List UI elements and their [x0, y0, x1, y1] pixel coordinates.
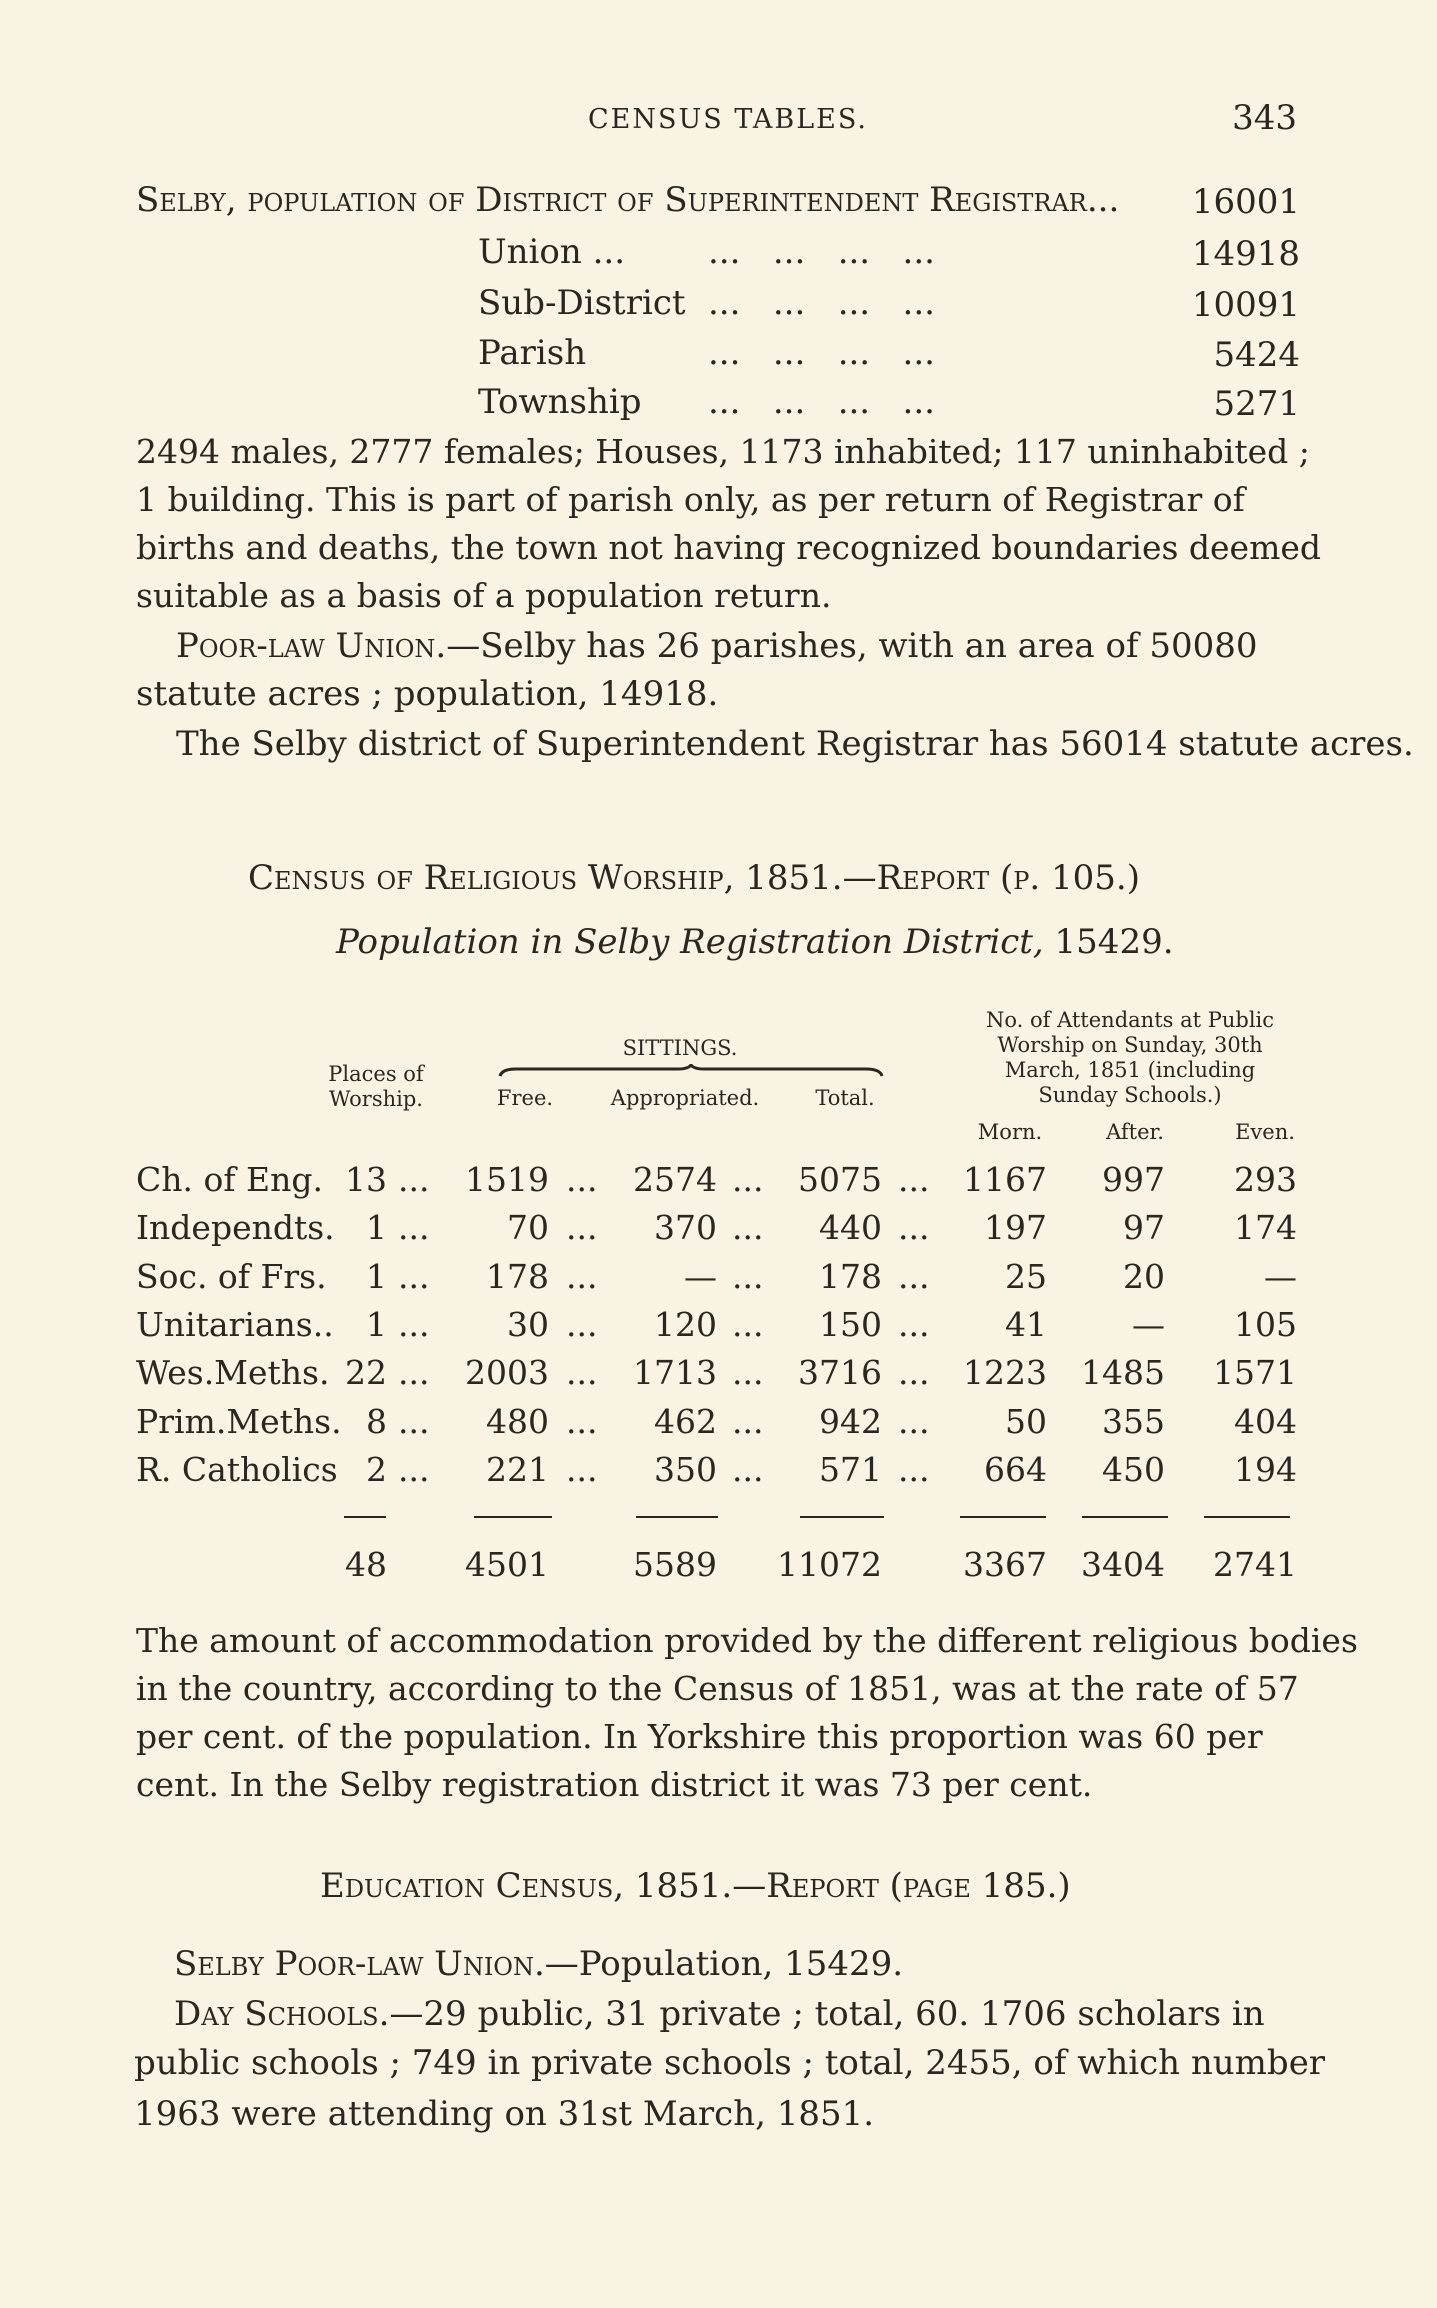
row-after: 1485 — [1081, 1353, 1165, 1392]
row-leader-dots: ... — [566, 1450, 598, 1489]
row-leader-dots: ... — [898, 1402, 930, 1441]
row-total: 5075 — [798, 1160, 882, 1199]
header-appropriated: Appropriated. — [610, 1086, 760, 1110]
header-places — [296, 1062, 456, 1112]
row-leader-dots: ... — [732, 1257, 764, 1296]
header-attendants-line: Sunday Schools.) — [1038, 1083, 1222, 1107]
row-leader-dots: ... — [566, 1402, 598, 1441]
row-place: Wes.Meths. — [136, 1353, 330, 1392]
population-row-value: 5271 — [1213, 384, 1300, 424]
poor-law-line-1 — [176, 626, 1258, 666]
row-leader-dots: ... — [732, 1353, 764, 1392]
row-morn: 1167 — [963, 1160, 1047, 1199]
day-schools-label: Day Schools. — [174, 1994, 390, 2034]
header-attendants-line: Worship on Sunday, 30th — [997, 1033, 1263, 1057]
paragraph-line: in the country, according to the Census of 1851, was at the rate of 57 — [136, 1669, 1299, 1708]
row-leader-dots: ... — [566, 1305, 598, 1344]
row-leader-dots: ... — [566, 1257, 598, 1296]
header-attendants — [950, 1008, 1310, 1108]
population-row-label: Union ... — [478, 232, 626, 272]
row-leader-dots: ... — [732, 1402, 764, 1441]
row-free: 480 — [486, 1402, 549, 1441]
row-even: 194 — [1234, 1450, 1297, 1489]
row-after: 355 — [1102, 1402, 1165, 1441]
row-free: 30 — [507, 1305, 549, 1344]
row-morn: 50 — [1005, 1402, 1047, 1441]
day-schools-text: —29 public, 31 private ; total, 60. 1706 scholars in — [389, 1994, 1265, 2034]
population-row-label: Sub-District — [478, 283, 686, 323]
row-total: 942 — [819, 1402, 882, 1441]
row-appropriated: 1713 — [633, 1353, 717, 1392]
row-even: 293 — [1234, 1160, 1297, 1199]
row-appropriated: 2574 — [633, 1160, 717, 1199]
row-count: 1 — [366, 1305, 387, 1344]
sittings-brace — [498, 1064, 884, 1078]
row-appropriated: 350 — [654, 1450, 717, 1489]
row-place: Unitarians.. — [136, 1305, 334, 1344]
paragraph-line: The amount of accommodation provided by the different religious bodies — [136, 1621, 1358, 1660]
row-count: 22 — [345, 1353, 387, 1392]
day-schools-line-1 — [174, 1994, 1265, 2034]
row-leader-dots: ... — [566, 1160, 598, 1199]
education-union-label: Selby Poor-law Union. — [174, 1944, 545, 1984]
population-paragraph — [136, 428, 1322, 620]
row-leader-dots: ... — [398, 1208, 430, 1247]
total-rule — [636, 1516, 718, 1518]
row-leader-dots: ... — [898, 1208, 930, 1247]
row-total: 178 — [819, 1257, 882, 1296]
row-free: 178 — [486, 1257, 549, 1296]
row-after: 97 — [1123, 1208, 1165, 1247]
page-number: 343 — [1232, 98, 1297, 138]
paragraph-line: cent. In the Selby registration district it was 73 per cent. — [136, 1765, 1093, 1804]
header-after: After. — [1106, 1120, 1164, 1144]
row-morn: 25 — [1005, 1257, 1047, 1296]
row-count: 1 — [366, 1208, 387, 1247]
row-place: Soc. of Frs. — [136, 1257, 327, 1296]
paragraph-line: births and deaths, the town not having recognized boundaries deemed — [136, 528, 1322, 567]
row-leader-dots: ... — [398, 1450, 430, 1489]
total-rule — [960, 1516, 1046, 1518]
row-morn: 197 — [984, 1208, 1047, 1247]
row-appropriated: 462 — [654, 1402, 717, 1441]
education-union-text: —Population, 15429. — [544, 1944, 904, 1984]
poor-law-text: —Selby has 26 parishes, with an area of 50080 — [446, 626, 1258, 666]
row-even: 105 — [1234, 1305, 1297, 1344]
population-lead-value: 16001 — [1191, 182, 1300, 222]
row-leader-dots: ... — [898, 1450, 930, 1489]
worship-subheading-value: 15429. — [1054, 922, 1174, 962]
header-attendants-line: March, 1851 (including — [1004, 1058, 1256, 1082]
header-places-line: Worship. — [329, 1087, 423, 1111]
worship-heading: Census of Religious Worship, 1851.—Report (p. 105.) — [248, 858, 1140, 898]
row-even: 174 — [1234, 1208, 1297, 1247]
total-after: 3404 — [1081, 1545, 1165, 1584]
row-count: 13 — [345, 1160, 387, 1199]
total-rule — [344, 1516, 386, 1518]
header-even: Even. — [1235, 1120, 1295, 1144]
row-morn: 41 — [1005, 1305, 1047, 1344]
running-head-title: CENSUS TABLES. — [588, 104, 868, 135]
row-leader-dots: ... — [732, 1450, 764, 1489]
row-total: 571 — [819, 1450, 882, 1489]
population-row-label: Parish — [478, 333, 587, 373]
header-attendants-line: No. of Attendants at Public — [985, 1008, 1275, 1032]
row-leader-dots: ... — [898, 1353, 930, 1392]
row-morn: 1223 — [963, 1353, 1047, 1392]
total-rule — [1082, 1516, 1168, 1518]
row-after: — — [1132, 1305, 1165, 1344]
day-schools-line-3: 1963 were attending on 31st March, 1851. — [134, 2094, 875, 2134]
day-schools-line-2: public schools ; 749 in private schools ; total, 2455, of which number — [134, 2043, 1326, 2083]
paragraph-line: per cent. of the population. In Yorkshire this proportion was 60 per — [136, 1717, 1263, 1756]
total-morn: 3367 — [963, 1545, 1047, 1584]
row-leader-dots: ... — [398, 1160, 430, 1199]
row-leader-dots: ... — [732, 1208, 764, 1247]
row-leader-dots: ... — [398, 1305, 430, 1344]
total-rule — [1204, 1516, 1290, 1518]
education-heading: Education Census, 1851.—Report (page 185.) — [320, 1866, 1071, 1906]
row-place: R. Catholics — [136, 1450, 338, 1489]
row-leader-dots: ... — [566, 1208, 598, 1247]
row-count: 2 — [366, 1450, 387, 1489]
paragraph-line: suitable as a basis of a population return. — [136, 576, 832, 615]
row-leader-dots: ... — [898, 1160, 930, 1199]
row-count: 1 — [366, 1257, 387, 1296]
population-row-value: 10091 — [1191, 285, 1300, 325]
row-leader-dots: ... — [398, 1257, 430, 1296]
total-appropriated: 5589 — [633, 1545, 717, 1584]
poor-law-line-2: statute acres ; population, 14918. — [136, 674, 719, 714]
row-leader-dots: ... — [732, 1305, 764, 1344]
population-row-label: Township — [478, 382, 642, 422]
population-row-dots: ... ... ... ... — [708, 283, 935, 323]
row-total: 440 — [819, 1208, 882, 1247]
row-free: 221 — [486, 1450, 549, 1489]
accommodation-paragraph — [136, 1617, 1358, 1809]
paragraph-line: 1 building. This is part of parish only, as per return of Registrar of — [136, 480, 1245, 519]
row-leader-dots: ... — [566, 1353, 598, 1392]
row-appropriated: — — [684, 1257, 717, 1296]
paragraph-line: 2494 males, 2777 females; Houses, 1173 inhabited; 117 uninhabited ; — [136, 432, 1310, 471]
total-count: 48 — [345, 1545, 387, 1584]
worship-subheading — [336, 922, 1174, 962]
row-leader-dots: ... — [898, 1305, 930, 1344]
row-free: 2003 — [465, 1353, 549, 1392]
total-free: 4501 — [465, 1545, 549, 1584]
row-morn: 664 — [984, 1450, 1047, 1489]
row-free: 1519 — [465, 1160, 549, 1199]
population-row-dots: ... ... ... ... — [708, 232, 935, 272]
row-leader-dots: ... — [732, 1160, 764, 1199]
total-total: 11072 — [777, 1545, 882, 1584]
row-after: 997 — [1102, 1160, 1165, 1199]
population-row-dots: ... ... ... ... — [708, 333, 935, 373]
population-row-value: 5424 — [1213, 335, 1300, 375]
worship-subheading-italic: Population in Selby Registration District, — [336, 922, 1044, 962]
poor-law-label: Poor-law Union. — [176, 626, 447, 666]
row-appropriated: 370 — [654, 1208, 717, 1247]
header-free: Free. — [496, 1086, 554, 1110]
district-area: The Selby district of Superintendent Registrar has 56014 statute acres. — [176, 724, 1414, 764]
row-leader-dots: ... — [898, 1257, 930, 1296]
row-total: 3716 — [798, 1353, 882, 1392]
row-count: 8 — [366, 1402, 387, 1441]
row-even: — — [1264, 1257, 1297, 1296]
row-appropriated: 120 — [654, 1305, 717, 1344]
header-morn: Morn. — [977, 1120, 1043, 1144]
row-after: 450 — [1102, 1450, 1165, 1489]
row-total: 150 — [819, 1305, 882, 1344]
education-union — [174, 1944, 903, 1984]
population-row-dots: ... ... ... ... — [708, 382, 935, 422]
total-even: 2741 — [1213, 1545, 1297, 1584]
header-sittings: SITTINGS. — [622, 1036, 738, 1060]
population-lead: Selby, population of District of Superintendent Registrar... — [136, 180, 1120, 220]
row-even: 1571 — [1213, 1353, 1297, 1392]
header-places-line: Places of — [328, 1062, 424, 1086]
row-free: 70 — [507, 1208, 549, 1247]
row-leader-dots: ... — [398, 1353, 430, 1392]
row-leader-dots: ... — [398, 1402, 430, 1441]
population-row-value: 14918 — [1191, 234, 1300, 274]
header-total: Total. — [815, 1086, 875, 1110]
total-rule — [800, 1516, 884, 1518]
row-place: Prim.Meths. — [136, 1402, 342, 1441]
total-rule — [474, 1516, 552, 1518]
row-place: Independts. — [136, 1208, 335, 1247]
row-after: 20 — [1123, 1257, 1165, 1296]
row-place: Ch. of Eng. — [136, 1160, 324, 1199]
row-even: 404 — [1234, 1402, 1297, 1441]
